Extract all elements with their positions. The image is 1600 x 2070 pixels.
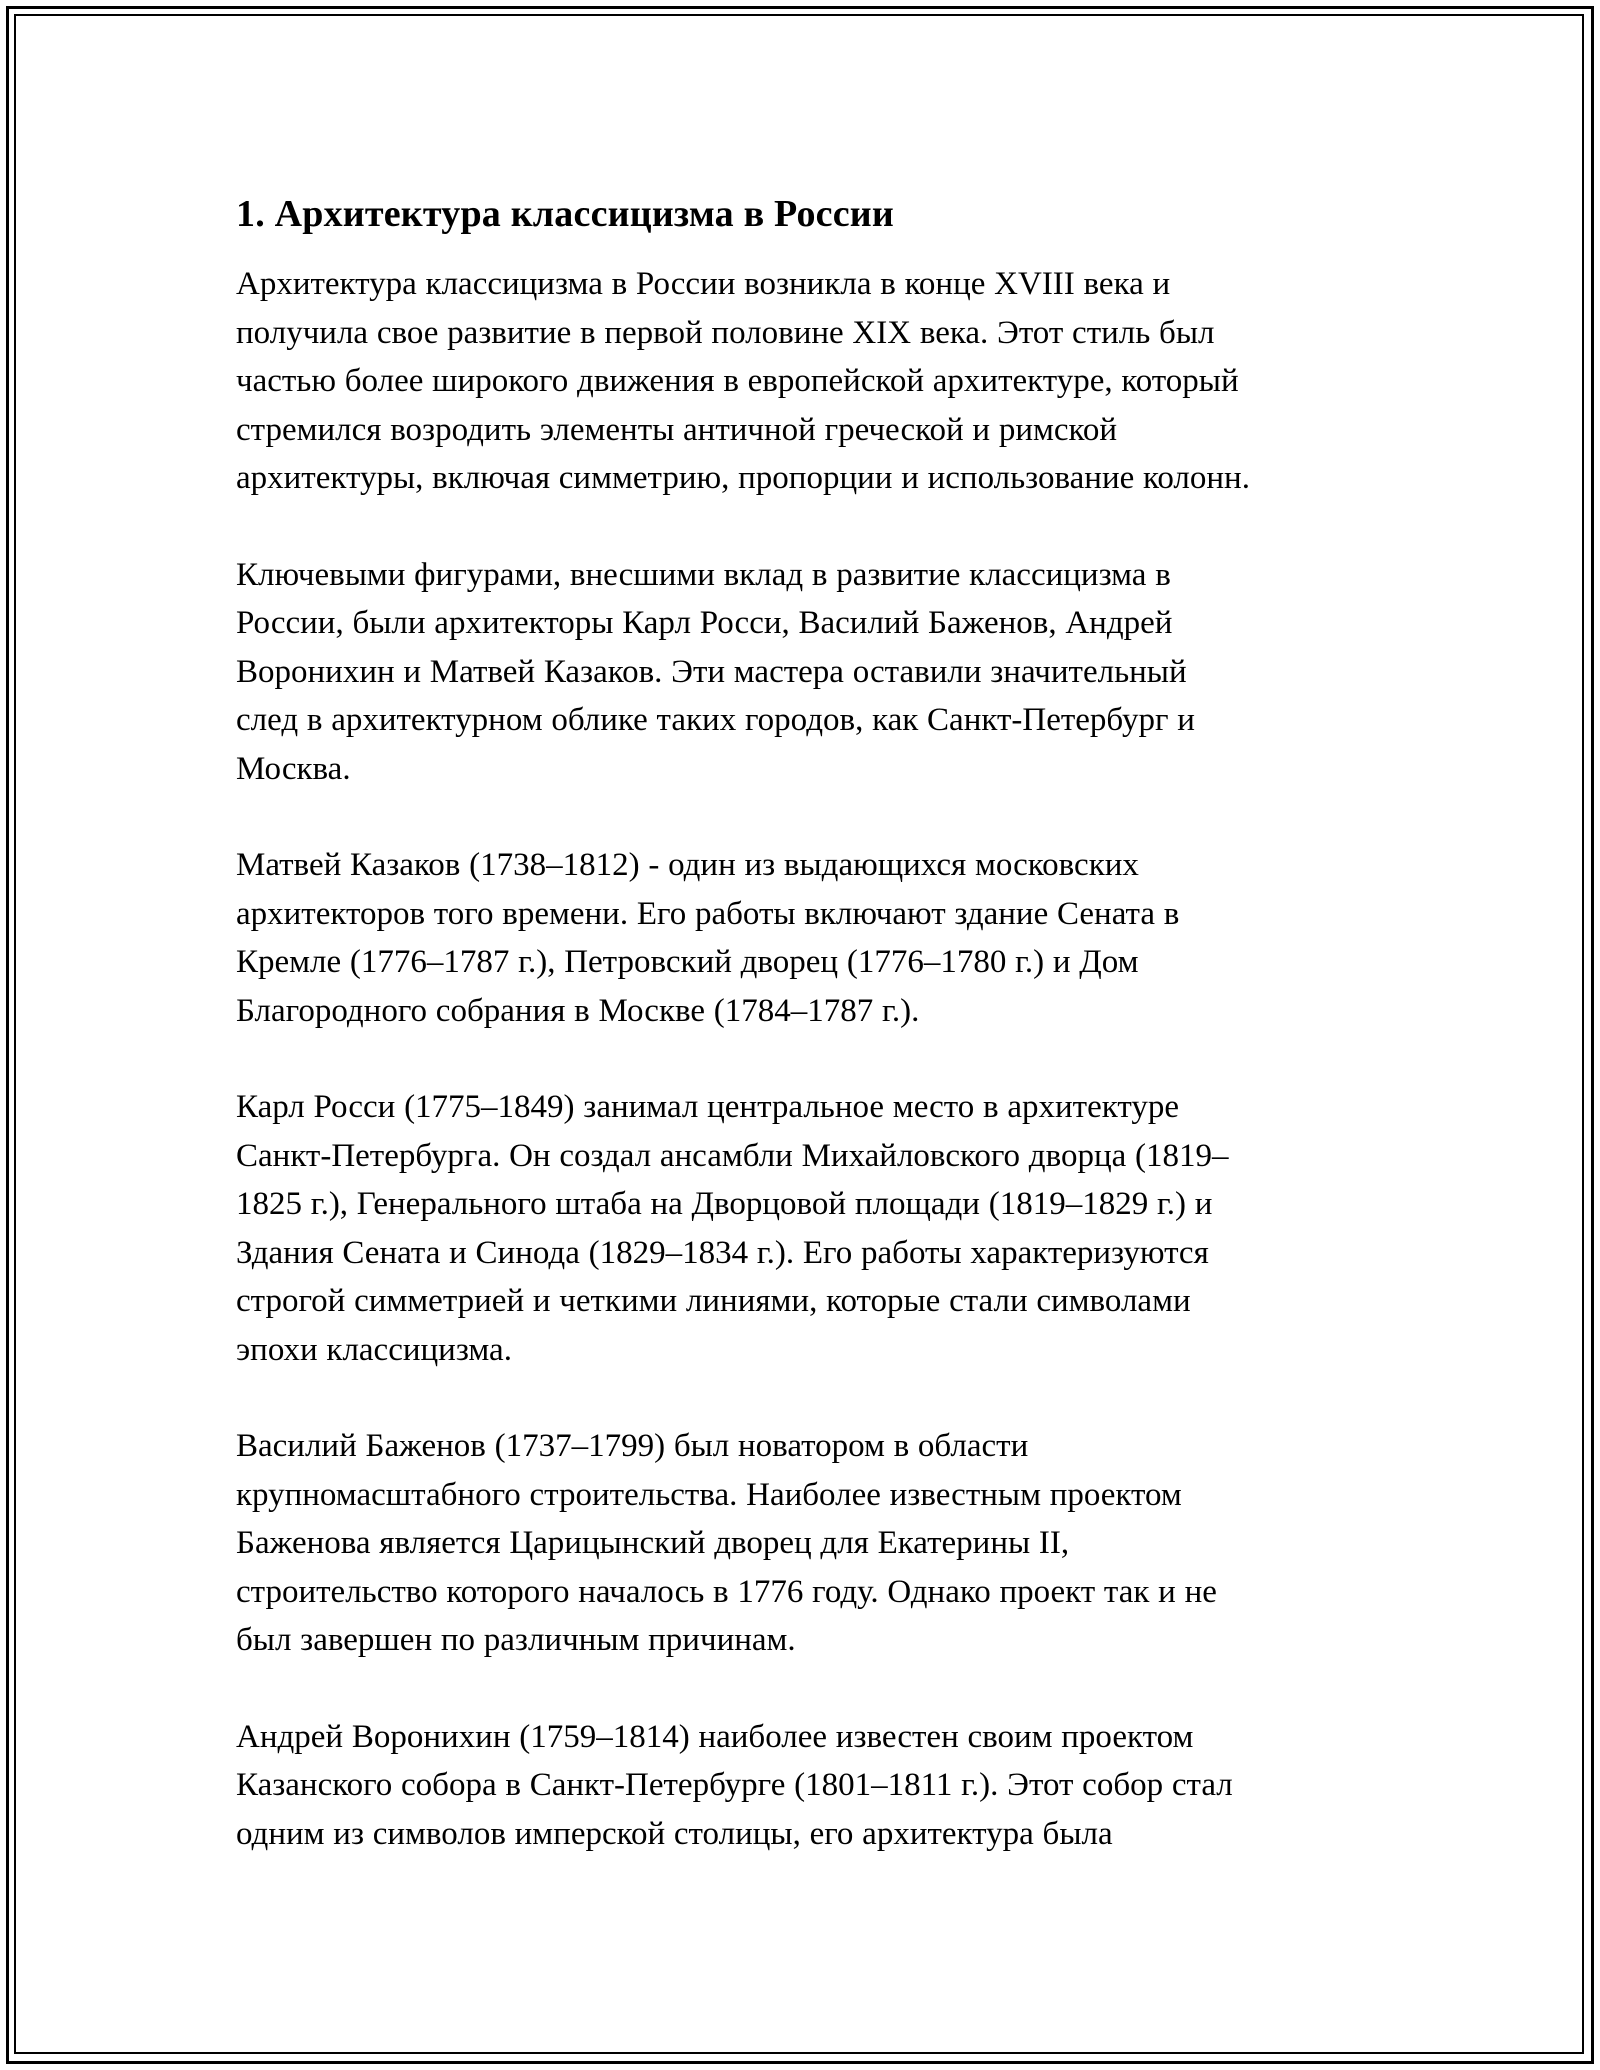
text-line: Благородного собрания в Москве (1784–1787 г.).: [236, 992, 920, 1029]
text-line: Василий Баженов (1737–1799) был новатором в области: [236, 1428, 1029, 1464]
text-line: был завершен по различным причинам.: [236, 1622, 796, 1658]
paragraph-key-figures: [236, 551, 1386, 794]
text-line: одним из символов имперской столицы, его архитектура была: [236, 1815, 1113, 1852]
text-line: архитекторов того времени. Его работы включают здание Сената в: [236, 895, 1180, 932]
paragraph-voronikhin: [236, 1713, 1386, 1859]
text-line: Ключевыми фигурами, внесшими вклад в развитие классицизма в: [236, 556, 1171, 593]
section-heading: 1. Архитектура классицизма в России: [236, 193, 894, 235]
text-line: Баженова является Царицынский дворец для Екатерины II,: [236, 1525, 1070, 1561]
text-line: эпохи классицизма.: [236, 1331, 512, 1368]
text-line: частью более широкого движения в европейской архитектуре, который: [236, 363, 1239, 399]
text-line: Москва.: [236, 750, 351, 787]
paragraph-bazhenov: [236, 1422, 1386, 1665]
text-line: Матвей Казаков (1738–1812) - один из выдающихся московских: [236, 847, 1139, 883]
text-line: Андрей Воронихин (1759–1814) наиболее известен своим проектом: [236, 1718, 1194, 1755]
text-line: крупномасштабного строительства. Наиболее известным проектом: [236, 1476, 1182, 1513]
text-line: строгой симметрией и четкими линиями, которые стали символами: [236, 1283, 1191, 1319]
text-line: строительство которого началось в 1776 году. Однако проект так и не: [236, 1573, 1217, 1610]
document-body: [236, 186, 1386, 1906]
paragraph-kazakov: [236, 841, 1386, 1035]
text-line: Кремле (1776–1787 г.), Петровский дворец (1776–1780 г.) и Дом: [236, 944, 1139, 980]
text-line: Здания Сената и Синода (1829–1834 г.). Его работы характеризуются: [236, 1234, 1209, 1271]
text-line: 1825 г.), Генерального штаба на Дворцовой площади (1819–1829 г.) и: [236, 1186, 1213, 1222]
paragraph-rossi: [236, 1083, 1386, 1374]
text-line: получила свое развитие в первой половине XIX века. Этот стиль был: [236, 314, 1215, 351]
text-line: России, были архитекторы Карл Росси, Василий Баженов, Андрей: [236, 605, 1173, 641]
text-line: Карл Росси (1775–1849) занимал центральное место в архитектуре: [236, 1089, 1179, 1125]
paragraph-intro: [236, 260, 1386, 503]
text-line: Архитектура классицизма в России возникла в конце XVIII века и: [236, 266, 1171, 302]
text-line: след в архитектурном облике таких городов, как Санкт-Петербург и: [236, 702, 1195, 738]
text-line: Санкт-Петербурга. Он создал ансамбли Михайловского дворца (1819–: [236, 1137, 1229, 1174]
text-line: Казанского собора в Санкт-Петербурге (1801–1811 г.). Этот собор стал: [236, 1767, 1233, 1803]
text-line: Воронихин и Матвей Казаков. Эти мастера оставили значительный: [236, 653, 1187, 690]
text-line: архитектуры, включая симметрию, пропорции и использование колонн.: [236, 460, 1250, 496]
text-line: стремился возродить элементы античной греческой и римской: [236, 411, 1118, 448]
